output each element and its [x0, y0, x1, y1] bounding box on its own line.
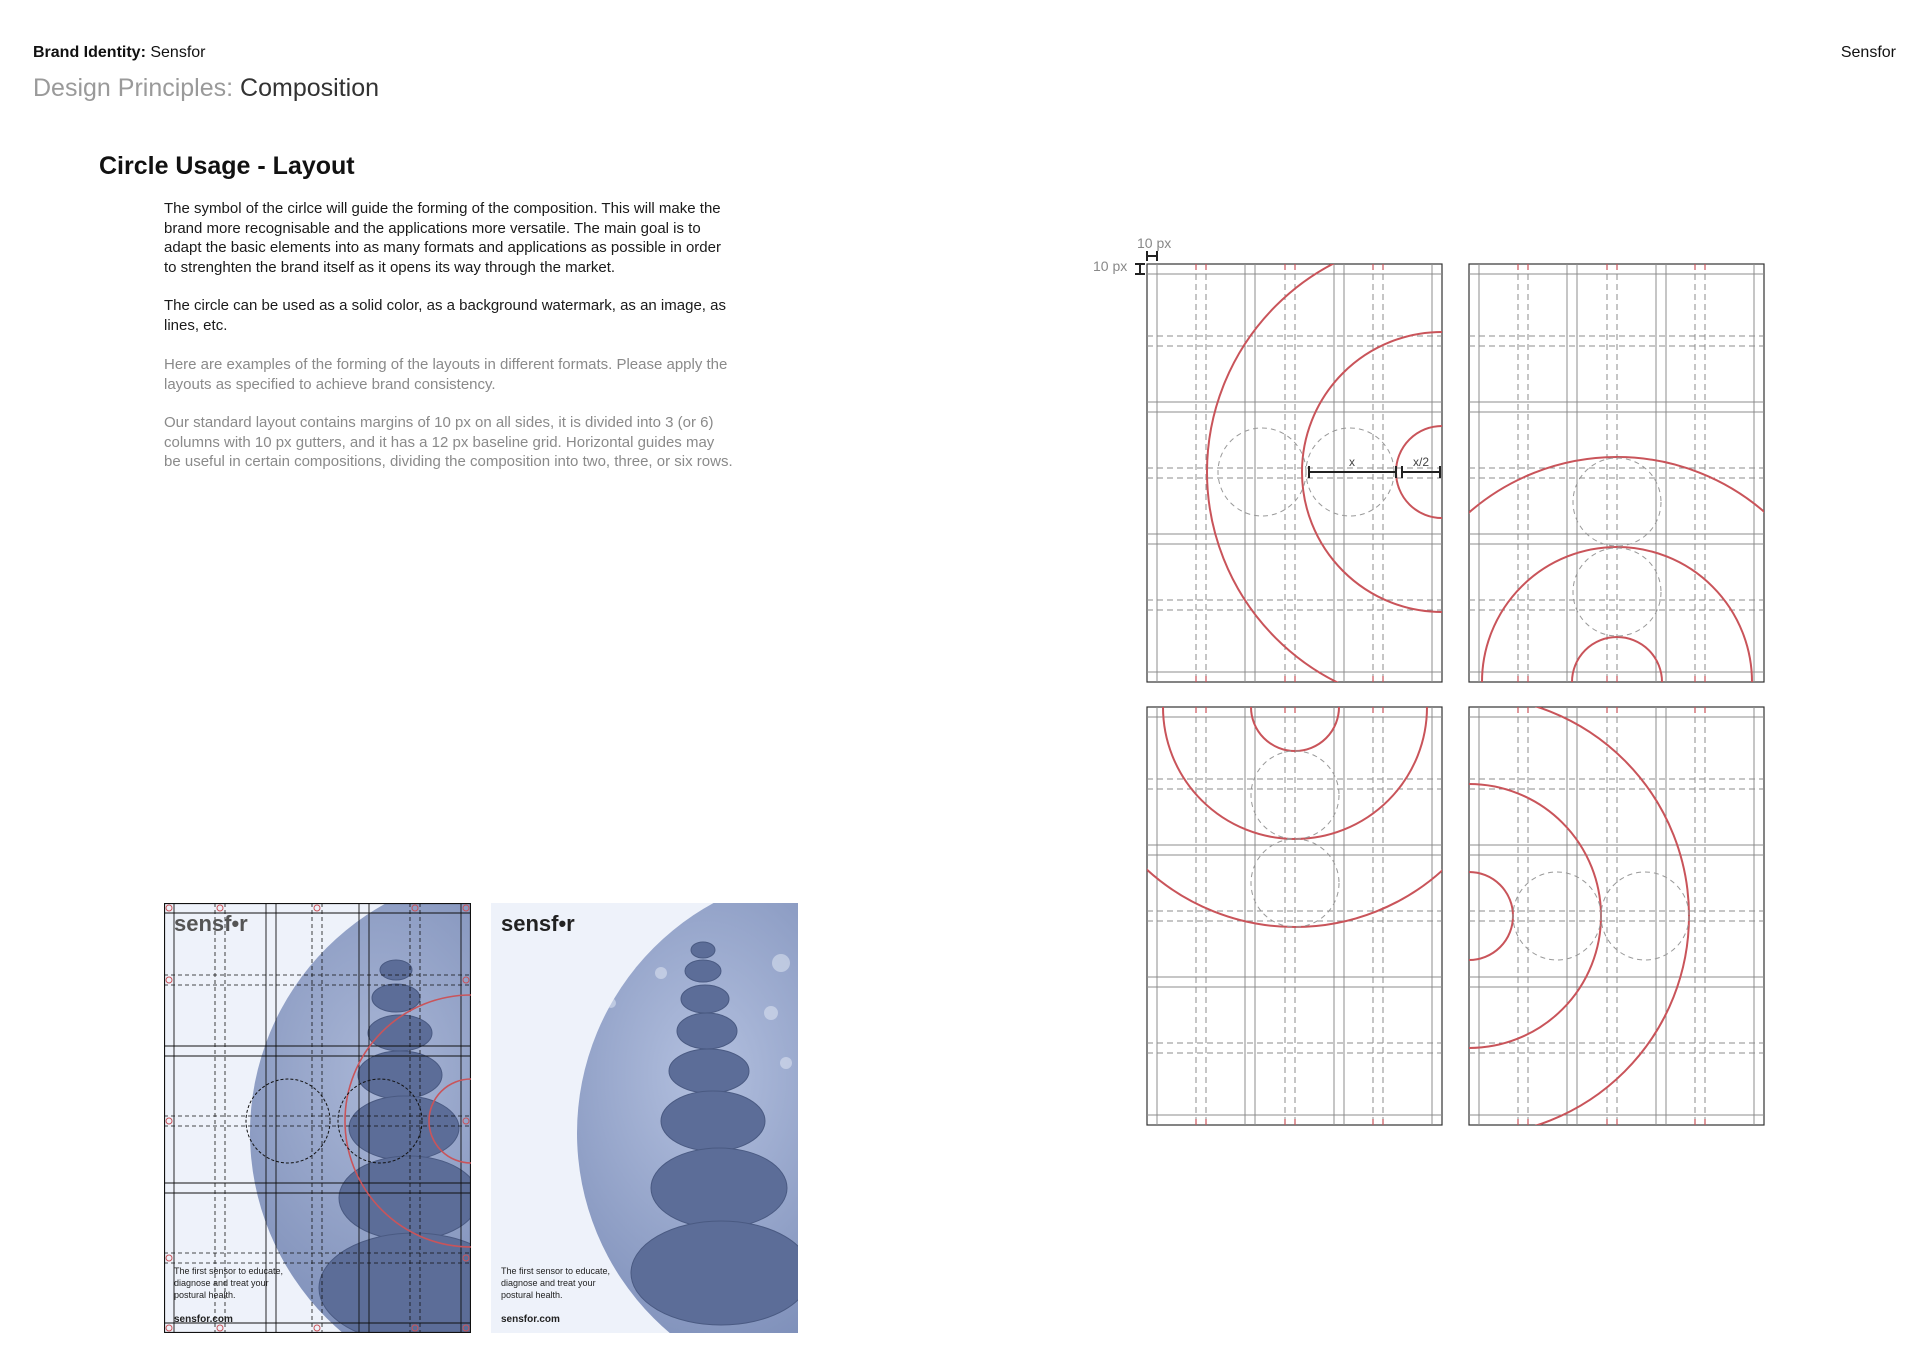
page-title: Circle Usage - Layout: [99, 152, 355, 180]
margin-top-label: 10 px: [1137, 235, 1172, 251]
paragraph-intro: The symbol of the cirlce will guide the forming of the composition. This will make the brand more recognisable and the applications more versatile. The main goal is to adapt the basic elements into as many formats and applications as possible in order to strenghten the brand itself as it opens its way through the market.: [164, 200, 721, 276]
margin-annotations: [1093, 235, 1171, 274]
poster-url: sensfor.com: [174, 1314, 233, 1325]
paragraph-standard-layout: Our standard layout contains margins of 10 px on all sides, it is divided into 3 (or 6) columns with 10 px gutters, and it has a 12 px baseline grid. Horizontal guides may be useful in certain compositions, dividing the composition into two, three, or six rows.: [164, 414, 733, 470]
layout-diagram-3: [1080, 487, 1515, 1125]
paragraph-usage: The circle can be used as a solid color, as a background watermark, as an image, as lines, etc.: [164, 297, 726, 334]
brand-name: Sensfor: [150, 44, 206, 61]
section-label: Design Principles:: [33, 74, 234, 102]
poster-logo: sensf•r: [174, 911, 248, 936]
layout-diagram-2: [1392, 264, 1780, 907]
header-brand: [33, 44, 205, 62]
margin-left-label: 10 px: [1093, 258, 1128, 274]
layout-diagrams: [1080, 225, 1780, 1135]
section-heading: [33, 74, 379, 103]
layout-diagram-4: [1249, 696, 1764, 1135]
section-name: Composition: [240, 74, 379, 102]
paragraph-examples: Here are examples of the forming of the layouts in different formats. Please apply the layouts as specified to achieve brand consistency.: [164, 356, 728, 393]
brand-label: Brand Identity:: [33, 44, 146, 61]
measure-x-label: x: [1349, 455, 1355, 469]
poster-with-grid: [164, 903, 471, 1333]
poster-tagline: The first sensor to educate, diagnose and treat your postural health.: [501, 1266, 611, 1300]
poster-tagline: The first sensor to educate, diagnose and treat your postural health.: [174, 1266, 284, 1300]
measure-half-label: x/2: [1412, 455, 1430, 469]
layout-diagram-1: [1147, 237, 1677, 707]
poster-url: sensfor.com: [501, 1314, 560, 1325]
poster-clean: [491, 903, 798, 1333]
poster-logo: sensf•r: [501, 911, 575, 936]
header-brand-right: Sensfor: [1840, 44, 1896, 61]
